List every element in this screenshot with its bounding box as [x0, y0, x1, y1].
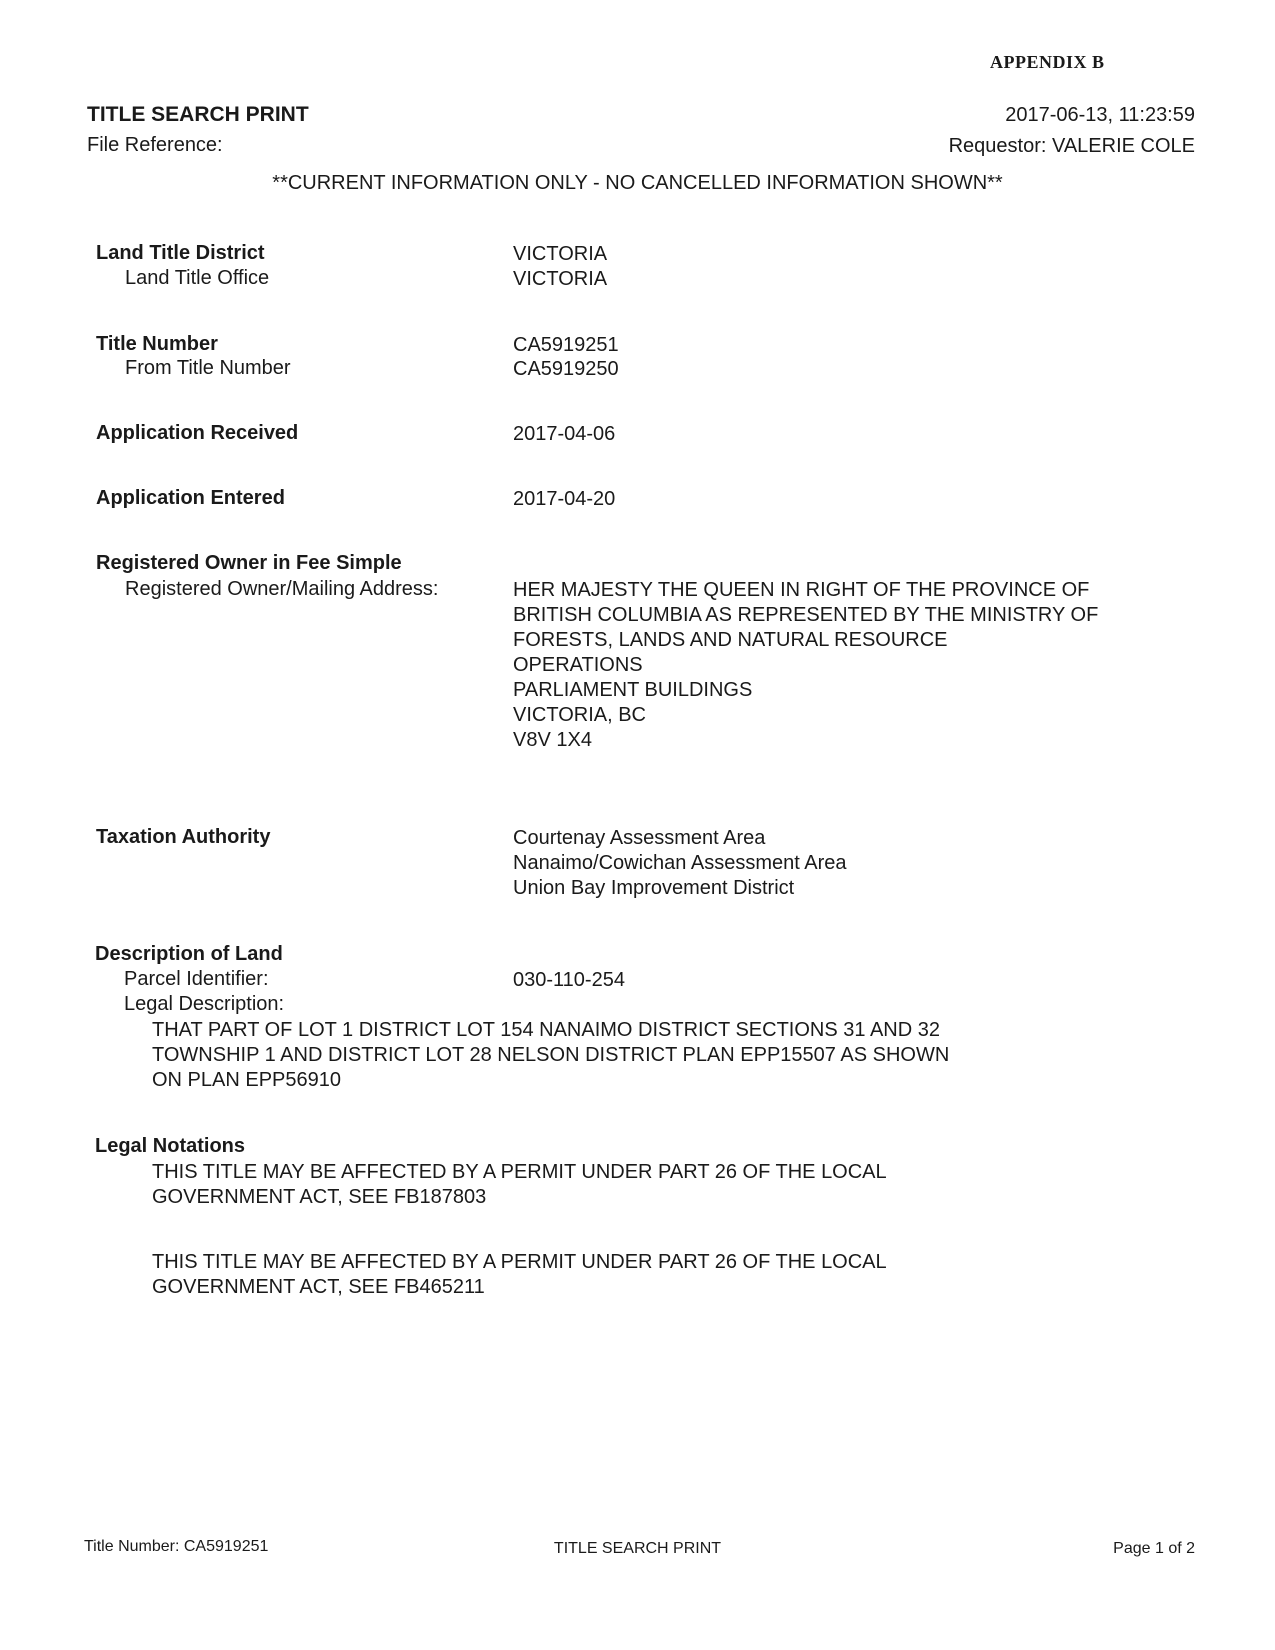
from-title-number-value: CA5919250 — [513, 358, 619, 380]
taxation-authority-item: Courtenay Assessment Area — [513, 827, 766, 849]
legal-description-line: THAT PART OF LOT 1 DISTRICT LOT 154 NANAIMO DISTRICT SECTIONS 31 AND 32 — [152, 1019, 940, 1041]
parcel-identifier-value: 030-110-254 — [513, 969, 625, 991]
notice-banner: **CURRENT INFORMATION ONLY - NO CANCELLED INFORMATION SHOWN** — [272, 172, 1003, 194]
title-number-value: CA5919251 — [513, 334, 619, 356]
registered-owner-heading: Registered Owner in Fee Simple — [96, 552, 402, 574]
legal-description-line: TOWNSHIP 1 AND DISTRICT LOT 28 NELSON DISTRICT PLAN EPP15507 AS SHOWN — [152, 1044, 950, 1066]
registered-owner-label: Registered Owner/Mailing Address: — [125, 578, 439, 600]
taxation-authority-heading: Taxation Authority — [96, 826, 271, 848]
owner-address-line: PARLIAMENT BUILDINGS — [513, 679, 753, 701]
land-title-office-label: Land Title Office — [125, 267, 270, 289]
taxation-authority-list — [513, 826, 847, 901]
legal-notation-line: GOVERNMENT ACT, SEE FB465211 — [152, 1276, 485, 1298]
legal-notation-line: THIS TITLE MAY BE AFFECTED BY A PERMIT UNDER PART 26 OF THE LOCAL — [152, 1161, 887, 1183]
title-number-heading: Title Number — [96, 333, 218, 355]
owner-address-line: V8V 1X4 — [513, 729, 592, 751]
legal-notation-line: GOVERNMENT ACT, SEE FB187803 — [152, 1186, 487, 1208]
legal-notation-line: THIS TITLE MAY BE AFFECTED BY A PERMIT UNDER PART 26 OF THE LOCAL — [152, 1251, 887, 1273]
footer-title-number: Title Number: CA5919251 — [84, 1538, 269, 1555]
legal-description-text — [152, 1018, 949, 1093]
footer-page-number: Page 1 of 2 — [1113, 1540, 1195, 1557]
legal-notation — [152, 1160, 887, 1210]
legal-description-label: Legal Description: — [124, 993, 285, 1015]
application-received-heading: Application Received — [96, 422, 299, 444]
file-reference-label: File Reference: — [87, 134, 223, 156]
taxation-authority-item: Nanaimo/Cowichan Assessment Area — [513, 852, 847, 874]
legal-notation — [152, 1250, 887, 1300]
description-of-land-heading: Description of Land — [95, 943, 283, 965]
owner-address-line: BRITISH COLUMBIA AS REPRESENTED BY THE MINISTRY OF — [513, 604, 1099, 626]
owner-address — [513, 578, 1098, 753]
application-entered-heading: Application Entered — [96, 487, 285, 509]
application-received-value: 2017-04-06 — [513, 423, 616, 445]
legal-notations-heading: Legal Notations — [95, 1135, 246, 1157]
print-datetime: 2017-06-13, 11:23:59 — [1005, 104, 1195, 126]
land-title-district-heading: Land Title District — [96, 242, 265, 264]
owner-address-line: HER MAJESTY THE QUEEN IN RIGHT OF THE PROVINCE OF — [513, 579, 1090, 601]
appendix-label: APPENDIX B — [990, 52, 1105, 72]
document-title: TITLE SEARCH PRINT — [87, 103, 309, 126]
requestor: Requestor: VALERIE COLE — [948, 135, 1195, 157]
parcel-identifier-label: Parcel Identifier: — [124, 968, 269, 990]
footer-center-title: TITLE SEARCH PRINT — [553, 1540, 722, 1557]
legal-description-line: ON PLAN EPP56910 — [152, 1069, 341, 1091]
application-entered-value: 2017-04-20 — [513, 488, 616, 510]
land-title-district-value: VICTORIA — [513, 243, 608, 265]
owner-address-line: FORESTS, LANDS AND NATURAL RESOURCE — [513, 629, 948, 651]
from-title-number-label: From Title Number — [125, 357, 291, 379]
owner-address-line: OPERATIONS — [513, 654, 643, 676]
owner-address-line: VICTORIA, BC — [513, 704, 646, 726]
taxation-authority-item: Union Bay Improvement District — [513, 877, 795, 899]
land-title-office-value: VICTORIA — [513, 268, 608, 290]
